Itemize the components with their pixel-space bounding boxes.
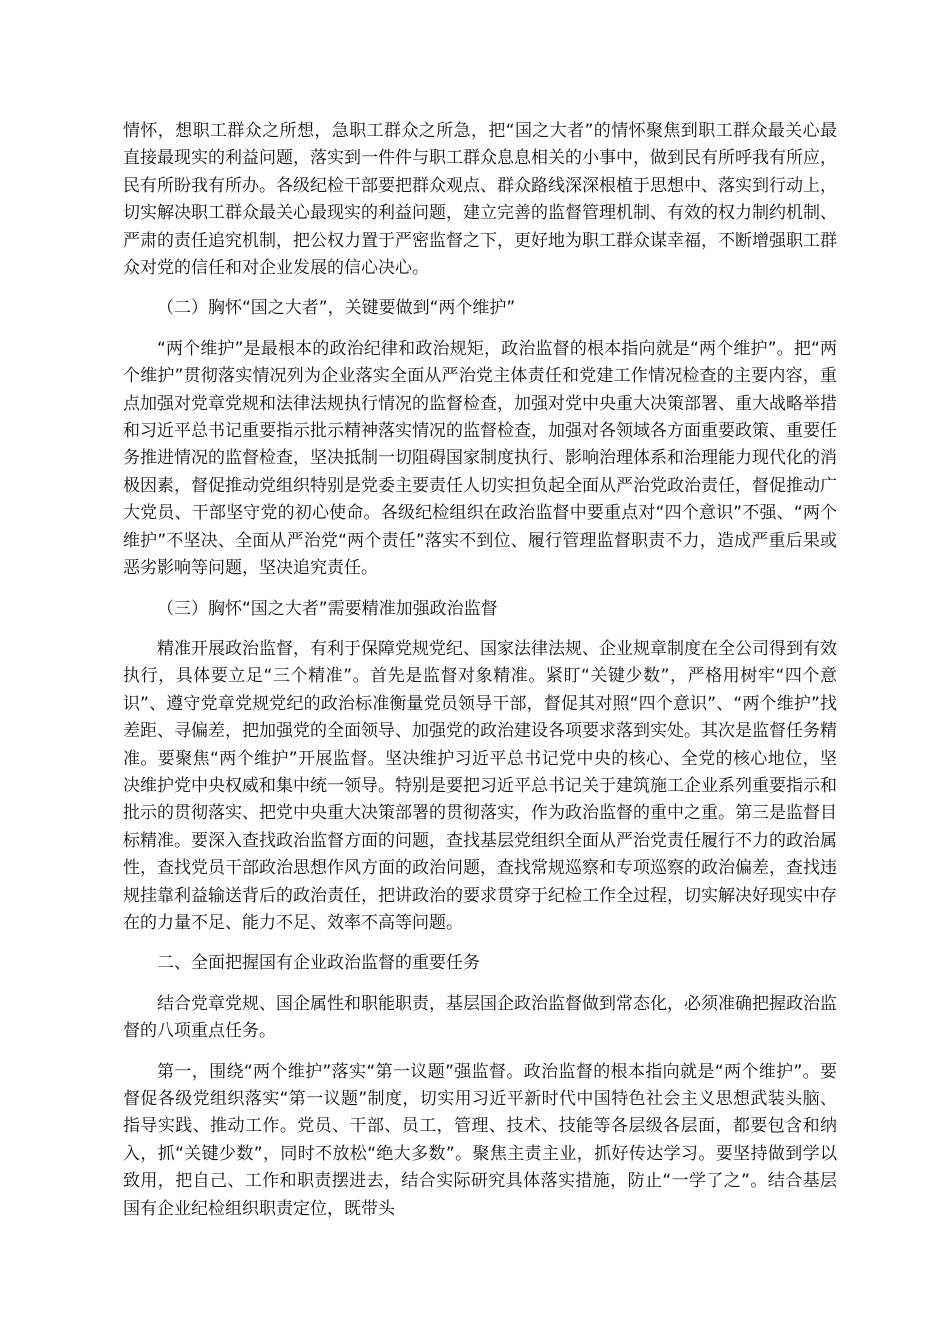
- paragraph-eight-tasks-intro: 结合党章党规、国企属性和职能职责，基层国企政治监督做到常态化，必须准确把握政治监督的八项重点任务。: [123, 993, 837, 1042]
- paragraph-continued-from-previous-page: 情怀，想职工群众之所想，急职工群众之所急，把“国之大者”的情怀聚焦到职工群众最关心最直接最现实的利益问题，落实到一件件与职工群众息息相关的小事中，做到民有所呼我有所应，民有所盼我有所办。各级纪检干部要把群众观点、群众路线深深根植于思想中、落实到行动上，切实解决职工群众最关心最现实的利益问题，建立完善的监督管理机制、有效的权力制约机制、严肃的责任追究机制，把公权力置于严密监督之下，更好地为职工群众谋幸福，不断增强职工群众对党的信任和对企业发展的信心决心。: [123, 121, 837, 279]
- section-heading-three: （三）胸怀“国之大者”需要精准加强政治监督: [157, 598, 498, 619]
- document-page: [123, 118, 837, 1236]
- section-heading-two: （二）胸怀“国之大者”，关键要做到“两个维护”: [157, 298, 516, 319]
- paragraph-task-one: 第一，围绕“两个维护”落实“第一议题”强监督。政治监督的根本指向就是“两个维护”。要督促各级党组织落实“第一议题”制度，切实用习近平新时代中国特色社会主义思想武装头脑、指导实践、推动工作。党员、干部、员工，管理、技术、技能等各层级各层面，都要包含和纳入，抓“关键少数”，同时不放松“绝大多数”。聚焦主责主业，抓好传达学习。要坚持做到学以致用，把自己、工作和职责摆进去，结合实际研究具体落实措施，防止“一学了之”。结合基层国有企业纪检组织职责定位，既带头: [123, 1061, 837, 1219]
- chapter-heading-two: 二、全面把握国有企业政治监督的重要任务: [157, 953, 480, 974]
- paragraph-precise-supervision: 精准开展政治监督，有利于保障党规党纪、国家法律法规、企业规章制度在全公司得到有效执行，具体要立足“三个精准”。首先是监督对象精准。紧盯“关键少数”，严格用树牢“四个意识”、遵守党章党规党纪的政治标准衡量党员领导干部，督促其对照“四个意识”、“两个维护”找差距、寻偏差，把加强党的全面领导、加强党的政治建设各项要求落到实处。其次是监督任务精准。要聚焦“两个维护”开展监督。坚决维护习近平总书记党中央的核心、全党的核心地位，坚决维护党中央权威和集中统一领导。特别是要把习近平总书记关于建筑施工企业系列重要指示和批示的贯彻落实、把党中央重大决策部署的贯彻落实，作为政治监督的重中之重。第三是监督目标精准。要深入查找政治监督方面的问题，查找基层党组织全面从严治党责任履行不力的政治属性，查找党员干部政治思想作风方面的政治问题，查找常规巡察和专项巡察的政治偏差，查找违规挂靠利益输送背后的政治责任，把讲政治的要求贯穿于纪检工作全过程，切实解决好现实中存在的力量不足、能力不足、效率不高等问题。: [123, 638, 837, 933]
- paragraph-two-safeguards: “两个维护”是最根本的政治纪律和政治规矩，政治监督的根本指向就是“两个维护”。把“两个维护”贯彻落实情况列为企业落实全面从严治党主体责任和党建工作情况检查的主要内容，重点加强对党章党规和法律法规执行情况的监督检查，加强对党中央重大决策部署、重大战略举措和习近平总书记重要指示批示精神落实情况的监督检查，加强对各领域各方面重要政策、重要任务推进情况的监督检查，坚决抵制一切阻碍国家制度执行、影响治理体系和治理能力现代化的消极因素，督促推动党组织特别是党委主要责任人切实担负起全面从严治党政治责任，督促推动广大党员、干部坚守党的初心使命。各级纪检组织在政治监督中要重点对“四个意识”不强、“两个维护”不坚决、全面从严治党“两个责任”落实不到位、履行管理监督职责不力，造成严重后果或恶劣影响等问题，坚决追究责任。: [123, 338, 837, 579]
